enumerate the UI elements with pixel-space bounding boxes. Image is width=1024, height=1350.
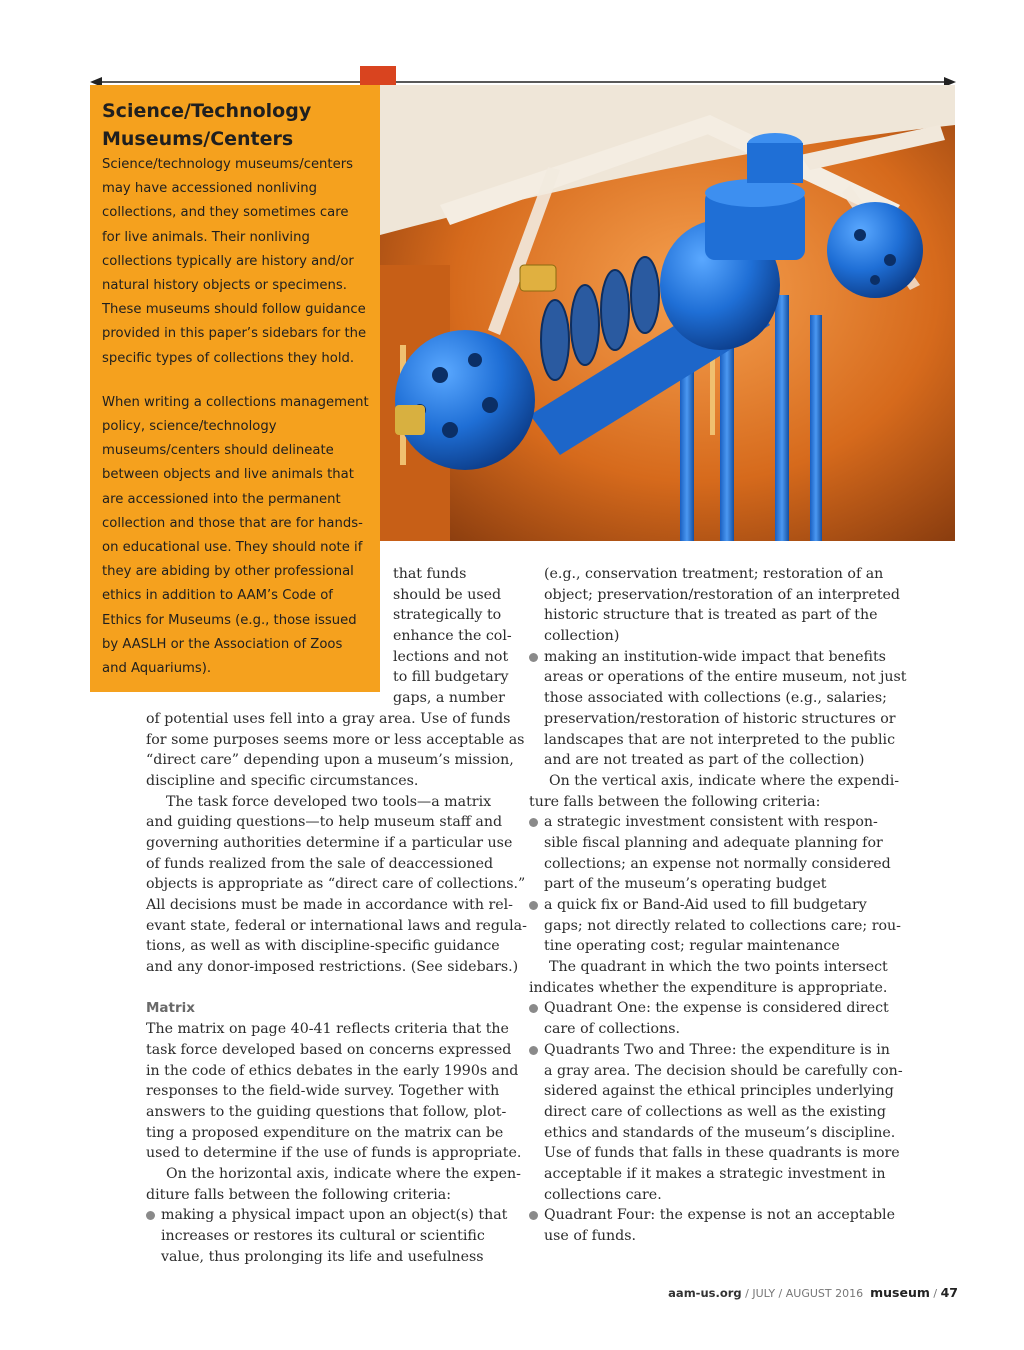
line-text: making an institution-wide impact that benefits xyxy=(544,648,886,665)
line-text: On the vertical axis, indicate where the expendi- xyxy=(549,772,900,789)
line-text: ting a proposed expenditure on the matrix can be xyxy=(146,1124,504,1141)
line-text: collection) xyxy=(544,628,620,645)
text-line xyxy=(529,771,899,792)
line-text: increases or restores its cultural or scientific xyxy=(161,1228,485,1244)
line-text: of potential uses fell into a gray area. Use of funds xyxy=(146,710,511,727)
text-line xyxy=(146,1185,516,1206)
line-text: strategically to xyxy=(393,607,502,624)
text-line xyxy=(146,1123,516,1144)
text-line xyxy=(146,916,527,937)
line-text: preservation/restoration of historic structures or xyxy=(544,710,896,727)
line-text: The task force developed two tools—a matrix xyxy=(166,793,492,810)
text-line xyxy=(146,854,516,875)
text-line xyxy=(529,1102,899,1123)
text-line xyxy=(529,833,899,854)
line-text: of funds realized from the sale of deaccessioned xyxy=(146,855,494,872)
text-line xyxy=(529,978,899,999)
text-line xyxy=(146,605,516,626)
text-line xyxy=(146,1061,519,1082)
text-line xyxy=(146,626,516,647)
bullet-line xyxy=(529,812,899,833)
text-line xyxy=(146,1019,516,1040)
footer-separator: / xyxy=(745,1287,749,1300)
text-line xyxy=(146,1247,516,1268)
line-text: indicates whether the expenditure is appropriate. xyxy=(529,979,888,996)
line-text: landscapes that are not interpreted to the public xyxy=(544,731,896,748)
line-text: should be used xyxy=(393,586,502,603)
line-text: Use of funds that falls in these quadrants is more xyxy=(544,1145,900,1162)
bullet-icon xyxy=(529,1004,538,1013)
line-text: tine operating cost; regular maintenance xyxy=(544,938,840,955)
text-line xyxy=(529,1164,899,1185)
footer-issue: JULY / AUGUST 2016 xyxy=(752,1287,864,1300)
line-text: gaps, a number xyxy=(393,690,505,707)
text-line xyxy=(146,1143,522,1164)
text-line xyxy=(146,585,516,606)
line-text: Quadrants Two and Three: the expenditure is in xyxy=(544,1041,890,1058)
text-line xyxy=(529,916,899,937)
line-text: and any donor-imposed restrictions. (See sidebars.) xyxy=(146,959,519,976)
line-text: diture falls between the following criteria: xyxy=(146,1186,451,1203)
line-text: ture falls between the following criteria: xyxy=(529,793,821,810)
text-line xyxy=(146,895,516,916)
text-line xyxy=(529,709,899,730)
text-line xyxy=(529,792,899,813)
text-line xyxy=(146,833,516,854)
line-text: enhance the col- xyxy=(393,628,512,645)
text-line xyxy=(529,626,899,647)
page-footer xyxy=(668,1285,958,1300)
line-text: (e.g., conservation treatment; restoration of an xyxy=(544,566,884,582)
line-text: a gray area. The decision should be carefully con- xyxy=(544,1062,903,1079)
text-line xyxy=(529,957,899,978)
text-line xyxy=(146,1164,521,1185)
line-text: Quadrant One: the expense is considered direct xyxy=(544,1000,889,1017)
line-text: The matrix on page 40-41 reflects criteria that the xyxy=(146,1021,509,1038)
text-line xyxy=(529,1061,903,1082)
text-line xyxy=(529,936,899,957)
line-text: part of the museum’s operating budget xyxy=(544,876,827,893)
text-line xyxy=(529,585,899,606)
text-line xyxy=(529,1226,899,1247)
line-text: making a physical impact upon an object(s) that xyxy=(161,1207,508,1224)
line-text: ethics and standards of the museum’s discipline. xyxy=(544,1124,896,1141)
text-line xyxy=(146,688,516,709)
text-line xyxy=(529,1081,899,1102)
line-text: discipline and specific circumstances. xyxy=(146,772,419,789)
line-text: The quadrant in which the two points intersect xyxy=(549,959,888,976)
line-text: areas or operations of the entire museum, not just xyxy=(544,669,907,686)
line-text: collections; an expense not normally considered xyxy=(544,855,891,872)
text-line xyxy=(529,667,907,688)
bullet-icon xyxy=(529,653,538,662)
line-text: historic structure that is treated as part of the xyxy=(544,607,878,624)
line-text: those associated with collections (e.g., salaries; xyxy=(544,690,887,707)
sidebar-title-line1: Science/Technology xyxy=(102,100,312,122)
bullet-line xyxy=(529,998,899,1019)
line-text: and guiding questions—to help museum staff and xyxy=(146,814,503,831)
line-text: answers to the guiding questions that follow, plot- xyxy=(146,1103,507,1120)
bullet-icon xyxy=(529,901,538,910)
line-text: a quick fix or Band-Aid used to fill budgetary xyxy=(544,897,867,913)
line-text: All decisions must be made in accordance with rel- xyxy=(146,897,513,913)
text-line xyxy=(146,750,516,771)
text-line xyxy=(146,792,516,813)
line-text: and are not treated as part of the collection) xyxy=(544,752,865,769)
text-line xyxy=(146,812,516,833)
planetarium-projector-photo xyxy=(380,85,955,541)
bullet-line xyxy=(529,895,899,916)
bullet-icon xyxy=(146,1211,155,1220)
line-text: use of funds. xyxy=(544,1228,637,1244)
bullet-line xyxy=(529,1040,899,1061)
text-line xyxy=(529,605,899,626)
sidebar-paragraph-1: Science/technology museums/centers may have accessioned nonliving collections, and they sometimes care for live animals. Their nonliving collections typically are history and/or natural history objects or specimens. These museums should follow guidance provided in this paper’s sidebars for the specific types of collections they hold. xyxy=(102,157,367,366)
line-text: object; preservation/restoration of an interpreted xyxy=(544,586,901,603)
text-line xyxy=(529,1143,899,1164)
text-line xyxy=(529,874,899,895)
text-line xyxy=(146,771,516,792)
bullet-line xyxy=(146,1205,516,1226)
line-text: that funds xyxy=(393,566,467,582)
line-text: used to determine if the use of funds is appropriate. xyxy=(146,1145,522,1162)
top-rule-arrows xyxy=(90,80,956,84)
text-line xyxy=(529,1185,899,1206)
text-line xyxy=(146,1102,516,1123)
footer-magazine: museum xyxy=(870,1285,930,1300)
line-text: collections care. xyxy=(544,1186,662,1203)
text-line xyxy=(146,1226,516,1247)
left-text-column xyxy=(146,564,527,1267)
sidebar-paragraph-2: When writing a collections management policy, science/technology museums/centers should delineate between objects and live animals that are accessioned into the permanent collection and those that are for hands-on educational use. They should note if they are abiding by other professional ethics in addition to AAM’s Code of Ethics for Museums (e.g., those issued by AASLH or the Association of Zoos and Aquariums). xyxy=(102,394,369,677)
line-text: Quadrant Four: the expense is not an acceptable xyxy=(544,1207,895,1224)
line-text: care of collections. xyxy=(544,1021,681,1038)
line-text: gaps; not directly related to collections care; rou- xyxy=(544,917,901,934)
line-text: tions, as well as with discipline-specific guidance xyxy=(146,938,500,955)
text-line xyxy=(146,978,516,999)
sidebar-title-line2: Museums/Centers xyxy=(102,128,294,150)
line-text: for some purposes seems more or less acceptable as xyxy=(146,731,525,748)
footer-site[interactable]: aam-us.org xyxy=(668,1286,742,1300)
bullet-icon xyxy=(529,1046,538,1055)
line-text: value, thus prolonging its life and usefulness xyxy=(161,1248,484,1265)
line-text: sible fiscal planning and adequate planning for xyxy=(544,834,883,851)
line-text: in the code of ethics debates in the early 1990s and xyxy=(146,1062,519,1079)
line-text: acceptable if it makes a strategic investment in xyxy=(544,1165,886,1182)
line-text: objects is appropriate as “direct care of collections.” xyxy=(146,876,526,893)
text-line xyxy=(146,936,516,957)
text-line xyxy=(146,1040,516,1061)
line-text: to fill budgetary xyxy=(393,669,509,686)
line-text: lections and not xyxy=(393,648,509,665)
line-text: governing authorities determine if a particular use xyxy=(146,834,513,851)
line-text: a strategic investment consistent with respon- xyxy=(544,814,878,831)
footer-separator: / xyxy=(933,1287,938,1300)
line-text: “direct care” depending upon a museum’s mission, xyxy=(146,752,514,769)
text-line xyxy=(529,750,899,771)
line-text: direct care of collections as well as the existing xyxy=(544,1103,887,1120)
bullet-line xyxy=(529,1205,899,1226)
text-line xyxy=(146,564,516,585)
section-heading xyxy=(146,998,516,1019)
line-text: sidered against the ethical principles underlying xyxy=(544,1083,894,1100)
page-number: 47 xyxy=(940,1285,958,1300)
line-text: Matrix xyxy=(146,1000,195,1017)
line-text: task force developed based on concerns expressed xyxy=(146,1041,512,1058)
bullet-icon xyxy=(529,818,538,827)
bullet-line xyxy=(529,647,899,668)
text-line xyxy=(529,854,899,875)
line-text: responses to the field-wide survey. Together with xyxy=(146,1083,500,1100)
right-text-column xyxy=(529,564,907,1247)
text-line xyxy=(146,709,516,730)
text-line xyxy=(529,1123,899,1144)
text-line xyxy=(146,730,525,751)
line-text: evant state, federal or international laws and regula- xyxy=(146,917,527,934)
text-line xyxy=(146,957,519,978)
text-line xyxy=(529,564,899,585)
bullet-icon xyxy=(529,1211,538,1220)
line-text: On the horizontal axis, indicate where the expen- xyxy=(166,1165,521,1182)
text-line xyxy=(146,1081,516,1102)
text-line xyxy=(146,647,516,668)
text-line xyxy=(146,874,526,895)
text-line xyxy=(529,688,899,709)
text-line xyxy=(529,1019,899,1040)
text-line xyxy=(529,730,899,751)
text-line xyxy=(146,667,516,688)
